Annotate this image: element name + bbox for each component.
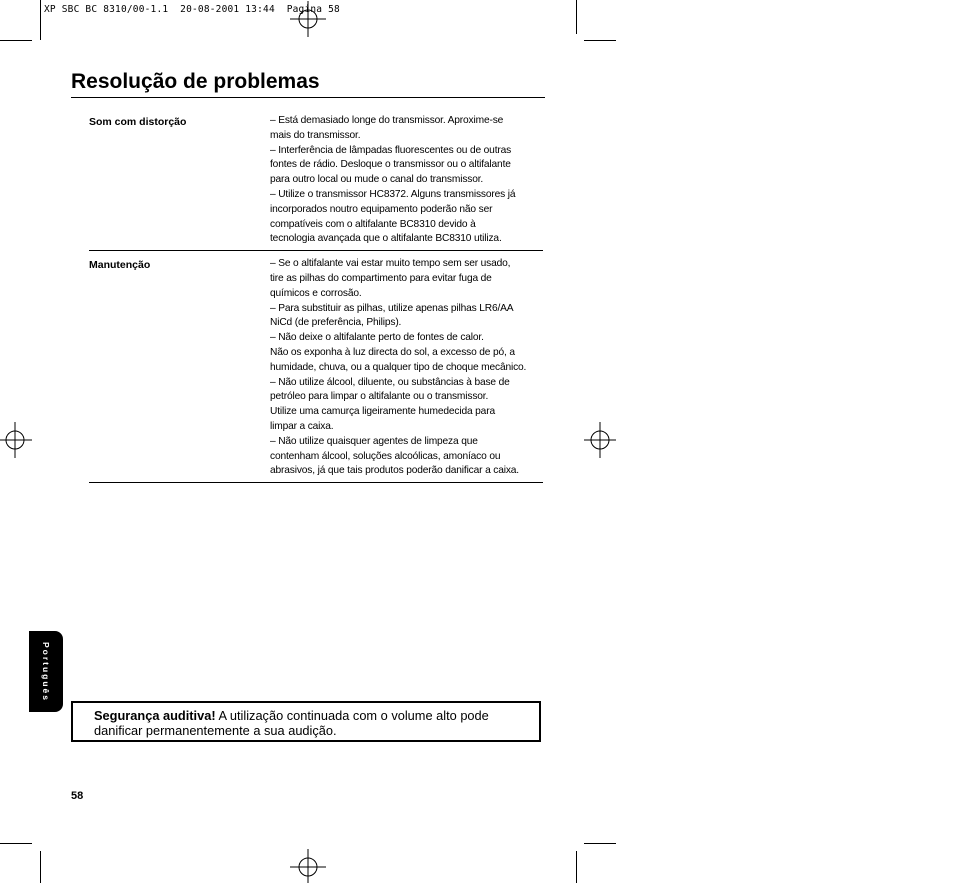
troubleshooting-row-distortion <box>89 114 543 251</box>
solution-line: mais do transmissor. <box>270 129 361 141</box>
solution-line: petróleo para limpar o altifalante ou o transmissor. <box>270 391 489 403</box>
solution-line: – Se o altifalante vai estar muito tempo sem ser usado, <box>270 258 511 270</box>
solution-line: químicos e corrosão. <box>270 287 362 299</box>
solution-line: – Não utilize álcool, diluente, ou substâncias à base de <box>270 376 510 388</box>
language-tab-label: Português <box>41 641 51 702</box>
solution-line: – Interferência de lâmpadas fluorescentes ou de outras <box>270 144 512 156</box>
page-title: Resolução de problemas <box>71 70 320 93</box>
title-divider <box>71 97 545 98</box>
page-number: 58 <box>71 790 84 802</box>
solution-line: Não os exponha à luz directa do sol, a excesso de pó, a <box>270 346 515 358</box>
crop-mark-top-right-vertical <box>576 0 577 34</box>
solution-line: – Não deixe o altifalante perto de fontes de calor. <box>270 332 484 344</box>
registration-mark-top <box>290 1 326 37</box>
crop-mark-top-left-vertical <box>40 0 41 40</box>
solution-line: NiCd (de preferência, Philips). <box>270 317 402 329</box>
troubleshooting-row-maintenance <box>89 257 543 483</box>
safety-notice-text-continued: danificar permanentemente a sua audição. <box>94 723 337 738</box>
solution-line: humidade, chuva, ou a qualquer tipo de choque mecânico. <box>270 361 527 373</box>
solution-line: tecnologia avançada que o altifalante BC8310 utiliza. <box>270 233 502 245</box>
solution-line: limpar a caixa. <box>270 420 334 432</box>
registration-mark-bottom <box>290 849 326 885</box>
solution-line: contenham álcool, soluções alcoólicas, amoníaco ou <box>270 450 501 462</box>
safety-notice-lead: Segurança auditiva! <box>94 708 216 723</box>
hearing-safety-notice <box>71 701 541 742</box>
solution-line: abrasivos, já que tais produtos poderão danificar a caixa. <box>270 465 519 477</box>
solution-line: Utilize uma camurça ligeiramente humedecida para <box>270 406 495 418</box>
crop-mark-top-left-horizontal <box>0 40 32 41</box>
safety-notice-text: A utilização continuada com o volume alto pode <box>215 708 489 723</box>
crop-mark-bottom-right-horizontal <box>584 843 616 844</box>
crosshair-circle-icon <box>0 422 36 458</box>
crosshair-circle-icon <box>290 1 326 37</box>
solution-line: – Para substituir as pilhas, utilize apenas pilhas LR6/AA <box>270 302 514 314</box>
problem-label: Manutenção <box>89 259 151 272</box>
crosshair-circle-icon <box>582 422 618 458</box>
solution-text <box>270 257 543 479</box>
language-tab <box>29 631 63 712</box>
solution-line: – Está demasiado longe do transmissor. Aproxime-se <box>270 115 504 126</box>
print-header: XP SBC BC 8310/00-1.1 20-08-2001 13:44 Pagina 58 <box>44 4 340 15</box>
problem-label: Som com distorção <box>89 116 187 128</box>
solution-text <box>270 114 543 247</box>
crop-mark-bottom-left-vertical <box>40 851 41 883</box>
solution-line: incorporados noutro equipamento poderão não ser <box>270 203 493 215</box>
crop-mark-top-right-horizontal <box>584 40 616 41</box>
solution-line: tire as pilhas do compartimento para evitar fuga de <box>270 272 492 284</box>
crop-mark-bottom-left-horizontal <box>0 843 32 844</box>
solution-line: – Utilize o transmissor HC8372. Alguns transmissores já <box>270 188 516 200</box>
solution-line: compatíveis com o altifalante BC8310 devido à <box>270 218 476 230</box>
registration-mark-left <box>0 422 36 458</box>
solution-line: – Não utilize quaisquer agentes de limpeza que <box>270 435 478 447</box>
solution-line: para outro local ou mude o canal do transmissor. <box>270 174 484 186</box>
solution-line: fontes de rádio. Desloque o transmissor ou o altifalante <box>270 159 511 171</box>
registration-mark-right <box>582 422 618 458</box>
crosshair-circle-icon <box>290 849 326 885</box>
crop-mark-bottom-right-vertical <box>576 851 577 883</box>
troubleshooting-table <box>89 114 543 483</box>
